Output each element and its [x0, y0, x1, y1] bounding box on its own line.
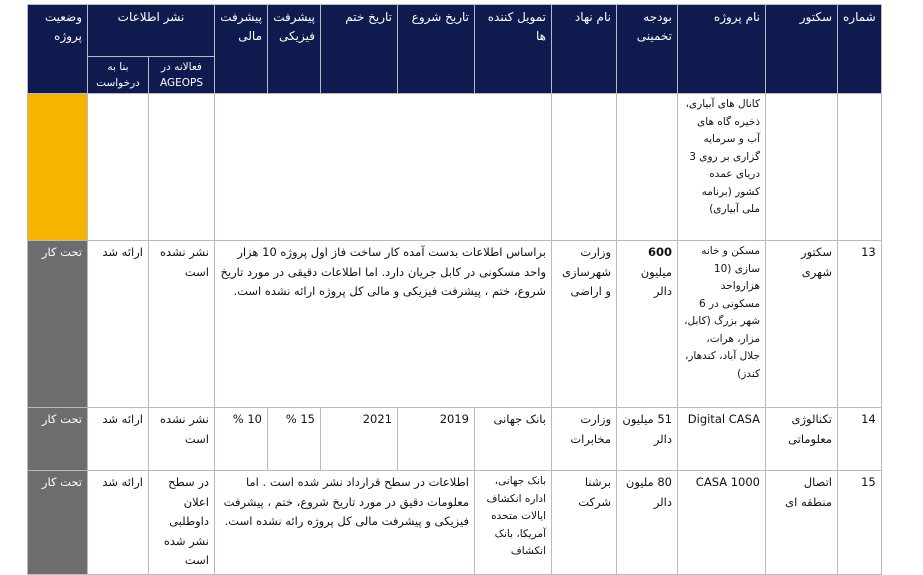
row-publish-active: نشر نشده است — [149, 408, 215, 471]
row-number: 13 — [838, 241, 882, 408]
row-project-name: CASA 1000 — [678, 471, 766, 575]
row-project-name: Digital CASA — [678, 408, 766, 471]
row-number: 14 — [838, 408, 882, 471]
table-row — [28, 408, 882, 471]
row-agency: وزارت مخابرات — [552, 408, 617, 471]
row-physical-progress: 15 % — [268, 408, 321, 471]
row-budget-unit: میلیون دالر — [640, 264, 672, 298]
row-publish-request: ارائه شد — [88, 408, 149, 471]
header-budget: بودجه تخمینی — [617, 5, 678, 94]
header-publish-info: نشر اطلاعات — [88, 5, 215, 57]
row-merged-note: براساس اطلاعات بدست آمده کار ساخت فاز اول پروژه 10 هزار واحد مسکونی در کابل جریان دارد. اما اطلاعات دقیقی در مورد تاریخ شروع، ختم ، پیشرفت فیزیکی و مالی کل پروژه ارائه نشده است. — [215, 241, 552, 408]
row-project-name: کانال های آبیاری، ذخیره گاه های آب و سرمایه گزاری بر روی 3 دریای عمده کشور (برنامه ملی آبیاری) — [678, 94, 766, 241]
row-agency: وزارت شهرسازی و اراضی — [552, 241, 617, 408]
projects-table — [27, 4, 882, 575]
row-number — [838, 94, 882, 241]
row-status: تحت کار — [28, 408, 88, 471]
row-budget: 80 ملیون دالر — [617, 471, 678, 575]
row-budget: 51 میلیون دالر — [617, 408, 678, 471]
row-publish-active: نشر نشده است — [149, 241, 215, 408]
row-publish-request — [88, 94, 149, 241]
row-publish-request: ارائه شد — [88, 241, 149, 408]
header-end-date: تاریخ ختم — [321, 5, 398, 94]
table-row — [28, 94, 882, 241]
row-budget — [617, 241, 678, 408]
row-status — [28, 94, 88, 241]
row-publish-active — [149, 94, 215, 241]
header-sector: سکتور — [766, 5, 838, 94]
header-start-date: تاریخ شروع — [398, 5, 475, 94]
header-financial-progress: پیشرفت مالی — [215, 5, 268, 94]
row-publish-request: ارائه شد — [88, 471, 149, 575]
row-sector: سکتور شهری — [766, 241, 838, 408]
row-project-name: مسکن و خانه سازی (10 هزارواحد مسکونی در 6 شهر بزرگ (کابل، مزار، هرات، جلال آباد، کندهار، کندز) — [678, 241, 766, 408]
row-agency: برشنا شرکت — [552, 471, 617, 575]
row-sector: اتصال منطقه ای — [766, 471, 838, 575]
row-end-date: 2021 — [321, 408, 398, 471]
row-budget — [617, 94, 678, 241]
row-agency — [552, 94, 617, 241]
header-agency: نام نهاد — [552, 5, 617, 94]
header-publish-request: بنا به درخواست — [88, 57, 149, 94]
row-status: تحت کار — [28, 471, 88, 575]
row-funder: بانک جهانی — [475, 408, 552, 471]
row-funder: بانک جهانی، اداره انکشاف ایالات متحده آمریکا، بانک انکشاف — [475, 471, 552, 575]
row-start-date: 2019 — [398, 408, 475, 471]
row-status: تحت کار — [28, 241, 88, 408]
header-publish-active: فعالانه در AGEOPS — [149, 57, 215, 94]
row-budget-number: 600 — [647, 245, 672, 259]
header-status: وضعیت پروژه — [28, 5, 88, 94]
header-number: شماره — [838, 5, 882, 94]
projects-table-wrapper — [27, 4, 882, 575]
row-sector — [766, 94, 838, 241]
row-merged-note — [215, 94, 552, 241]
table-row — [28, 241, 882, 408]
table-row — [28, 471, 882, 575]
row-number: 15 — [838, 471, 882, 575]
row-financial-progress: 10 % — [215, 408, 268, 471]
row-publish-active: در سطح اعلان داوطلبی نشر شده است — [149, 471, 215, 575]
row-merged-note: اطلاعات در سطح قرارداد نشر شده است . اما معلومات دقیق در مورد تاریخ شروع، ختم ، پیشرفت فیزیکی و پیشرفت مالی کل پروژه رائه نشده است. — [215, 471, 475, 575]
header-project-name: نام پروژه — [678, 5, 766, 94]
row-sector: تکنالوژی معلوماتی — [766, 408, 838, 471]
header-physical-progress: پیشرفت فیزیکی — [268, 5, 321, 94]
header-funder: تمویل کننده ها — [475, 5, 552, 94]
